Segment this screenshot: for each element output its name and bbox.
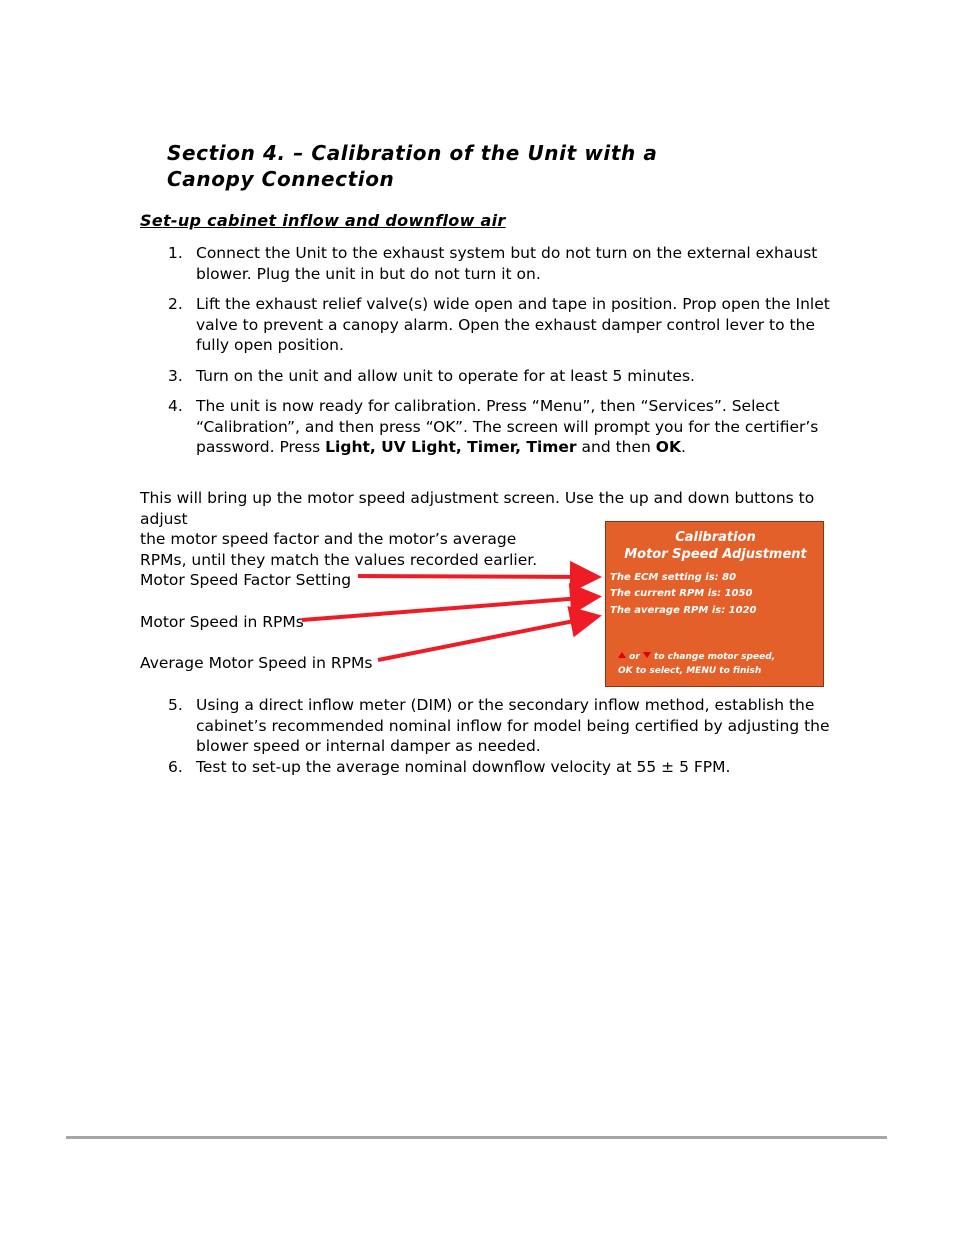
ok-key: OK	[655, 438, 681, 456]
ecm-setting-line: The ECM setting is: 80	[610, 572, 737, 583]
footer-or: or	[629, 652, 640, 662]
step-text: The unit is now ready for calibration. Press “Menu”, then “Services”. Select “Calibration”, and then press “OK”. The screen will prompt you for the certifier’s password. Press	[196, 397, 819, 456]
step-5	[140, 695, 830, 757]
intro-line-2: the motor speed factor and the motor’s average	[140, 530, 517, 548]
label-motor-speed-rpm: Motor Speed in RPMs	[140, 613, 304, 631]
steps-list-b	[140, 695, 830, 777]
label-average-motor-speed: Average Motor Speed in RPMs	[140, 654, 373, 672]
step-text-end: .	[680, 438, 686, 456]
section-title-line1: Section 4. – Calibration of the Unit with a	[167, 141, 658, 165]
step-text: Using a direct inflow meter (DIM) or the secondary inflow method, establish the cabinet’s recommended nominal inflow for model being certified by adjusting the blower speed or internal damper as needed.	[196, 696, 830, 755]
step-text-mid: and then	[576, 438, 656, 456]
subheading: Set-up cabinet inflow and downflow air	[140, 211, 506, 230]
step-number: 3.	[168, 366, 183, 385]
step-number: 5.	[168, 696, 183, 714]
step-number: 4.	[168, 397, 183, 415]
footer-rule	[66, 1136, 887, 1139]
step-text: Test to set-up the average nominal downflow velocity at 55 ± 5 FPM.	[196, 757, 731, 776]
screen-footer-line2: OK to select, MENU to finish	[618, 666, 762, 676]
arrow-average	[378, 617, 594, 660]
step-text: Connect the Unit to the exhaust system but do not turn on the external exhaust blower. Plug the unit in but do not turn it on.	[196, 244, 818, 283]
step-number: 1.	[168, 244, 183, 262]
arrow-factor	[358, 576, 594, 577]
screen-title: Calibration	[675, 530, 756, 545]
footer-change: to change motor speed,	[654, 652, 776, 662]
section-title-line2: Canopy Connection	[167, 167, 395, 191]
step-number: 2.	[168, 295, 183, 313]
intro-line-3: RPMs, until they match the values recorded earlier.	[140, 550, 538, 569]
arrow-rpm	[302, 597, 594, 620]
screen-subtitle: Motor Speed Adjustment	[624, 547, 807, 562]
step-text: Turn on the unit and allow unit to operate for at least 5 minutes.	[196, 366, 695, 385]
average-rpm-line: The average RPM is: 1020	[610, 605, 757, 616]
button-sequence: Light, UV Light, Timer, Timer	[325, 438, 577, 456]
step-text: Lift the exhaust relief valve(s) wide open and tape in position. Prop open the Inlet valve to prevent a canopy alarm. Open the exhaust damper control lever to the fully open position.	[196, 295, 830, 354]
step-6	[140, 757, 830, 778]
intro-line-1: This will bring up the motor speed adjustment screen. Use the up and down buttons to adjust	[140, 489, 815, 528]
step-number: 6.	[168, 757, 183, 776]
current-rpm-line: The current RPM is: 1050	[610, 588, 753, 599]
label-motor-speed-factor: Motor Speed Factor Setting	[140, 571, 352, 589]
